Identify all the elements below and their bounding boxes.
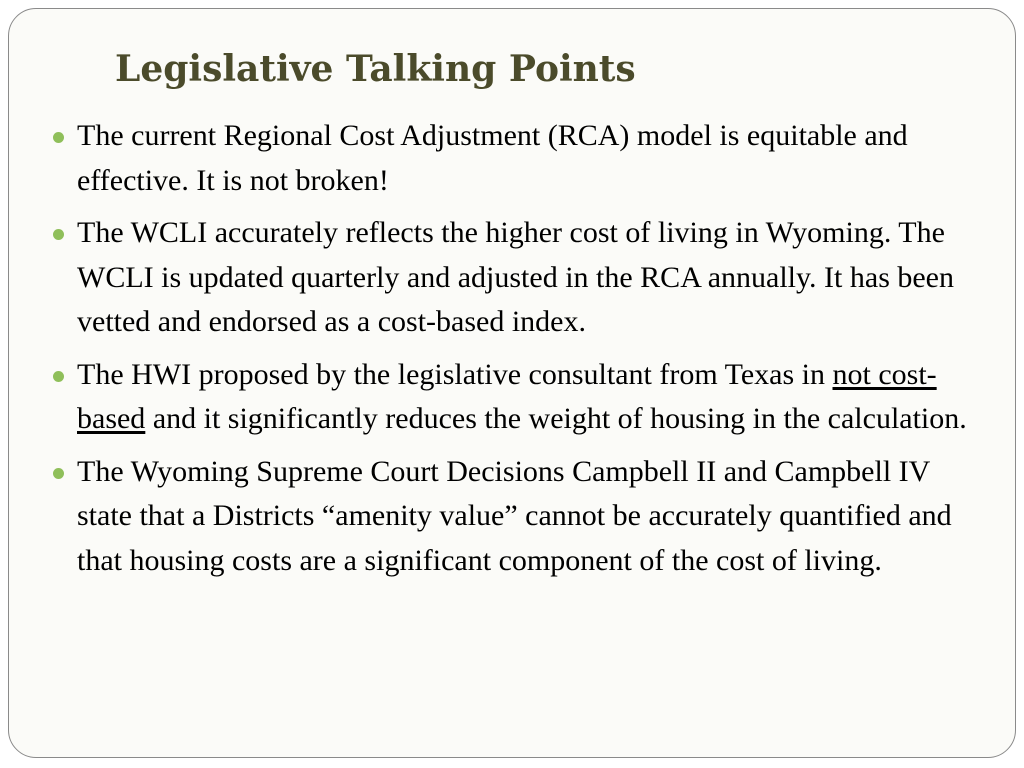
bullet-text-underlined: not cost-based — [77, 357, 937, 435]
bullet-text: The current Regional Cost Adjustment (RCA) model is equitable and effective. It is not broken! — [77, 119, 908, 197]
bullet-item — [45, 211, 969, 345]
slide-title: Legislative Talking Points — [115, 48, 636, 90]
bullet-item — [45, 450, 969, 584]
bullet-dot-icon — [53, 132, 64, 143]
bullet-item — [45, 353, 969, 442]
bullet-item — [45, 114, 969, 203]
slide — [8, 8, 1016, 758]
bullet-text-before: The HWI proposed by the legislative consultant from Texas in — [77, 357, 833, 391]
bullet-dot-icon — [53, 371, 64, 382]
bullet-dot-icon — [53, 468, 64, 479]
bullet-text: The WCLI accurately reflects the higher cost of living in Wyoming. The WCLI is updated quarterly and adjusted in the RCA annually. It has been vetted and endorsed as a cost-based index. — [77, 216, 955, 338]
bullet-text-after: and it significantly reduces the weight of housing in the calculation. — [145, 402, 967, 435]
bullet-text: The Wyoming Supreme Court Decisions Campbell II and Campbell IV state that a Districts “amenity value” cannot be accurately quantified and that housing costs are a significant component of the cost of living. — [77, 454, 952, 577]
bullet-list — [45, 114, 969, 591]
bullet-dot-icon — [53, 229, 64, 240]
